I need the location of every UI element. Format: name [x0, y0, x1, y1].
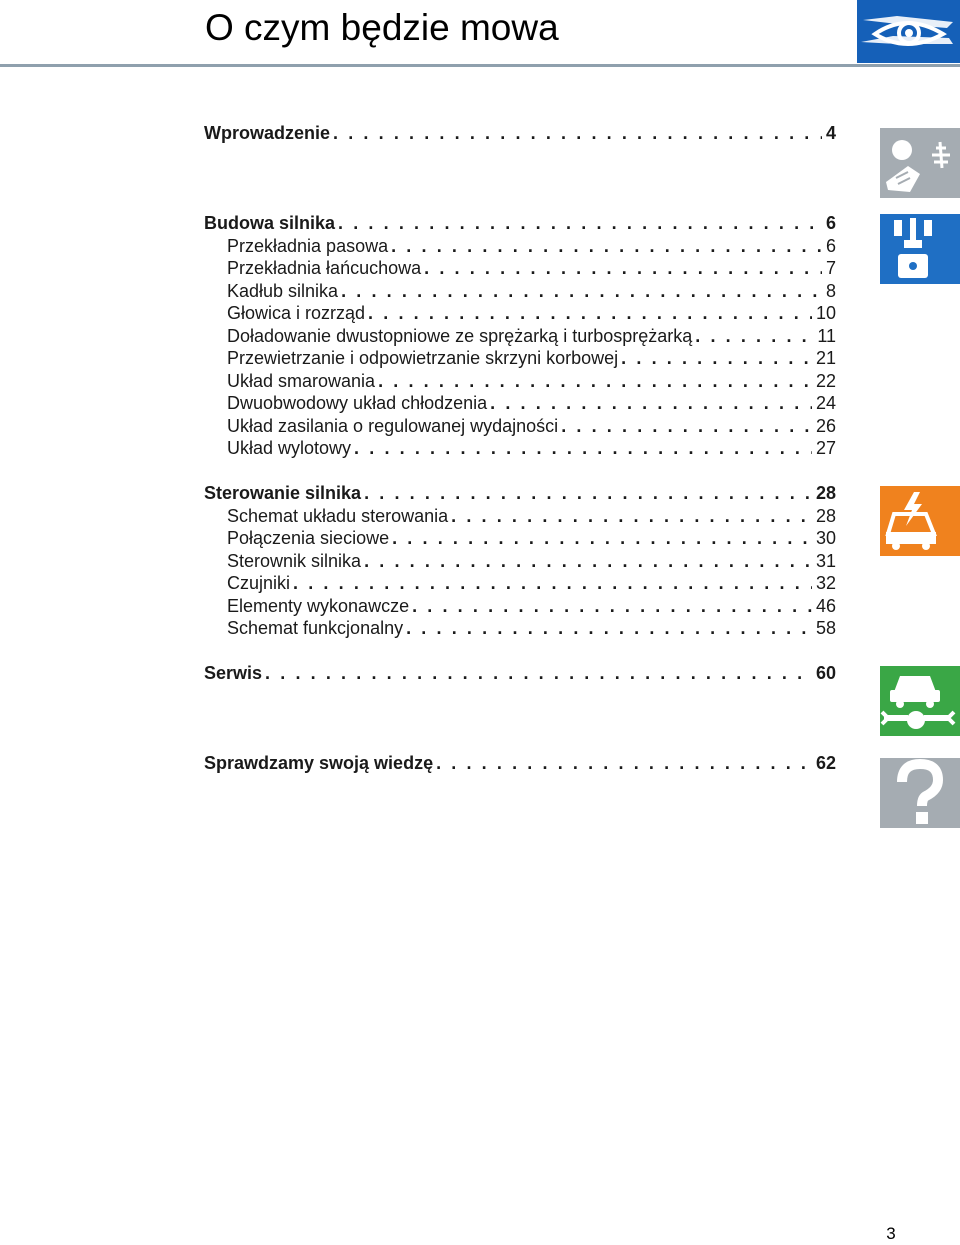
- toc-entry-service[interactable]: [204, 662, 836, 684]
- toc-entry-lubrication[interactable]: [227, 370, 836, 392]
- toc-entry-page: 58: [815, 618, 836, 638]
- toc-entry-crankcase[interactable]: [227, 280, 836, 302]
- toc-entry-page: 24: [815, 393, 836, 413]
- dot-leader: [378, 370, 812, 392]
- toc-entry-page: 60: [815, 663, 836, 683]
- toc-entry-label: Przekładnia łańcuchowa: [227, 258, 422, 278]
- toc-entry-label: Doładowanie dwustopniowe ze sprężarką i turbosprężarką: [227, 326, 693, 346]
- toc-entry-label: Układ wylotowy: [227, 438, 352, 458]
- toc-entry-control-schematic[interactable]: [227, 505, 836, 527]
- toc-entry-page: 8: [825, 281, 836, 301]
- toc-entry-label: Połączenia sieciowe: [227, 528, 390, 548]
- dot-leader: [451, 505, 812, 527]
- toc-entry-label: Budowa silnika: [204, 213, 336, 233]
- dot-leader: [364, 482, 812, 504]
- dot-leader: [333, 122, 822, 144]
- engine-valves-icon: [880, 214, 960, 284]
- toc-entry-twin-charging[interactable]: [227, 325, 836, 347]
- dot-leader: [695, 325, 813, 347]
- toc-entry-label: Układ smarowania: [227, 371, 376, 391]
- toc-entry-label: Sprawdzamy swoją wiedzę: [204, 753, 434, 773]
- toc-entry-page: 62: [815, 753, 836, 773]
- page-number: 3: [886, 1224, 896, 1243]
- toc-entry-cooling[interactable]: [227, 392, 836, 414]
- toc-entry-networking[interactable]: [227, 527, 836, 549]
- toc-entry-engine-control[interactable]: [204, 482, 836, 504]
- toc-entry-page: 21: [815, 348, 836, 368]
- toc-entry-label: Serwis: [204, 663, 263, 683]
- dot-leader: [368, 302, 812, 324]
- dot-leader: [265, 662, 812, 684]
- toc-entry-label: Wprowadzenie: [204, 123, 331, 143]
- toc-entry-fuel-supply[interactable]: [227, 415, 836, 437]
- dot-leader: [391, 235, 822, 257]
- dot-leader: [392, 527, 812, 549]
- toc-entry-page: 22: [815, 371, 836, 391]
- dot-leader: [412, 595, 812, 617]
- toc-entry-chain-drive[interactable]: [227, 257, 836, 279]
- toc-entry-label: Kadłub silnika: [227, 281, 339, 301]
- toc-entry-actuators[interactable]: [227, 595, 836, 617]
- toc-entry-page: 46: [815, 596, 836, 616]
- toc-entry-page: 6: [825, 213, 836, 233]
- toc-entry-label: Sterownik silnika: [227, 551, 362, 571]
- toc-entry-belt-drive[interactable]: [227, 235, 836, 257]
- toc-entry-page: 30: [815, 528, 836, 548]
- toc-entry-page: 28: [815, 483, 836, 503]
- toc-entry-label: Sterowanie silnika: [204, 483, 362, 503]
- page-title: O czym będzie mowa: [205, 7, 559, 48]
- toc-entry-label: Przekładnia pasowa: [227, 236, 389, 256]
- dot-leader: [406, 617, 812, 639]
- toc-entry-knowledge-check[interactable]: [204, 752, 836, 774]
- person-reading-icon: [880, 128, 960, 198]
- dot-leader: [561, 415, 812, 437]
- question-mark-icon: [880, 758, 960, 828]
- toc-entry-label: Schemat układu sterowania: [227, 506, 449, 526]
- toc-entry-page: 28: [815, 506, 836, 526]
- dot-leader: [490, 392, 812, 414]
- dot-leader: [354, 437, 812, 459]
- toc-entry-label: Czujniki: [227, 573, 291, 593]
- toc-entry-cylinder-head[interactable]: [227, 302, 836, 324]
- toc-entry-page: 31: [815, 551, 836, 571]
- toc-entry-label: Elementy wykonawcze: [227, 596, 410, 616]
- dot-leader: [364, 550, 812, 572]
- toc-entry-page: 7: [825, 258, 836, 278]
- toc-entry-label: Układ zasilania o regulowanej wydajności: [227, 416, 559, 436]
- car-wrench-icon: [880, 666, 960, 736]
- toc-entry-sensors[interactable]: [227, 572, 836, 594]
- toc-entry-introduction[interactable]: [204, 122, 836, 144]
- toc-entry-page: 26: [815, 416, 836, 436]
- toc-entry-crankcase-ventilation[interactable]: [227, 347, 836, 369]
- toc-entry-page: 27: [815, 438, 836, 458]
- toc-entry-label: Przewietrzanie i odpowietrzanie skrzyni korbowej: [227, 348, 619, 368]
- toc-entry-page: 6: [825, 236, 836, 256]
- dot-leader: [436, 752, 812, 774]
- toc-entry-engine-control-unit[interactable]: [227, 550, 836, 572]
- toc-entry-page: 11: [817, 326, 836, 346]
- dot-leader: [424, 257, 822, 279]
- dot-leader: [293, 572, 812, 594]
- dot-leader: [341, 280, 822, 302]
- toc-entry-engine-construction[interactable]: [204, 212, 836, 234]
- car-electric-icon: [880, 486, 960, 556]
- toc-entry-label: Głowica i rozrząd: [227, 303, 366, 323]
- toc-entry-function-diagram[interactable]: [227, 617, 836, 639]
- dot-leader: [621, 347, 812, 369]
- dot-leader: [338, 212, 822, 234]
- toc-entry-page: 4: [825, 123, 836, 143]
- toc-entry-page: 10: [815, 303, 836, 323]
- toc-entry-label: Schemat funkcjonalny: [227, 618, 404, 638]
- toc-entry-page: 32: [815, 573, 836, 593]
- toc-entry-exhaust[interactable]: [227, 437, 836, 459]
- toc-entry-label: Dwuobwodowy układ chłodzenia: [227, 393, 488, 413]
